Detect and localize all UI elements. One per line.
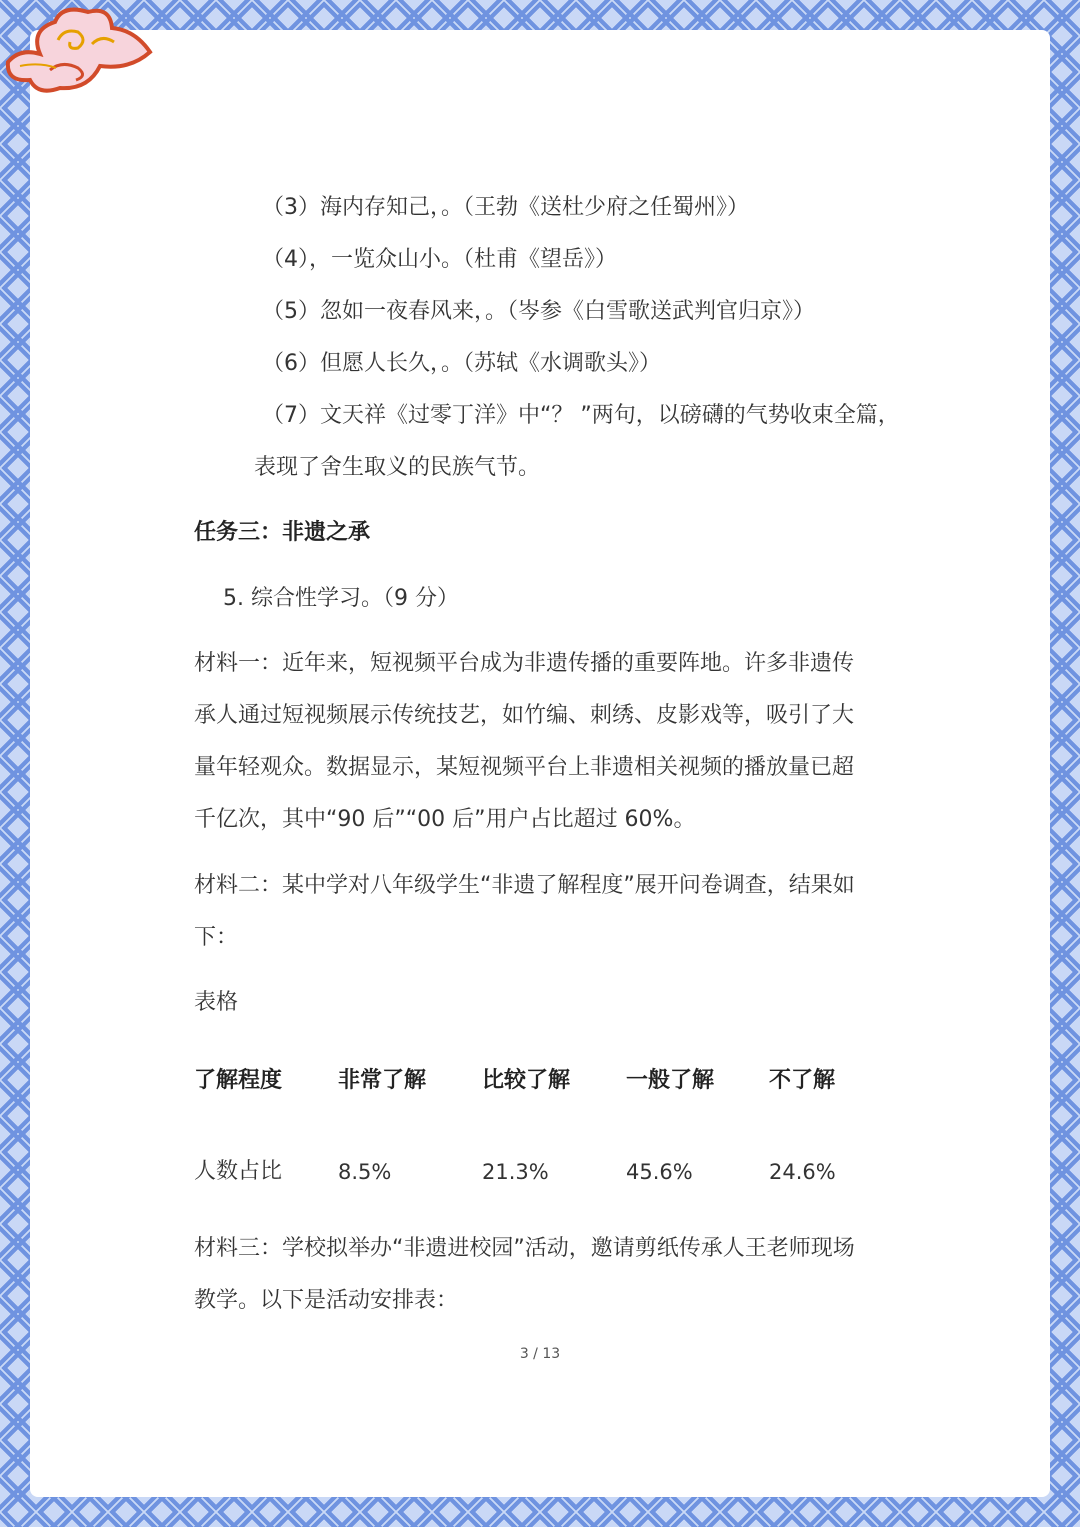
- material-1-line: 量年轻观众。数据显示，某短视频平台上非遗相关视频的播放量已超: [194, 755, 855, 780]
- auspicious-cloud-icon: [0, 0, 160, 100]
- question-title: 5. 综合性学习。（9 分）: [223, 586, 459, 611]
- poem-line-7-cont: 表现了舍生取义的民族气节。: [254, 455, 541, 480]
- material-1-line: 材料一：近年来，短视频平台成为非遗传播的重要阵地。许多非遗传: [194, 651, 855, 676]
- page-number: 3 / 13: [519, 1346, 561, 1362]
- poem-line-4: （4），一览众山小。（杜甫《望岳》）: [262, 247, 617, 272]
- table-cell: 24.6%: [769, 1160, 836, 1184]
- table-header-cell: 了解程度: [194, 1068, 283, 1093]
- table-header-cell: 一般了解: [626, 1068, 715, 1093]
- material-2-line: 下：: [194, 925, 239, 950]
- poem-line-5: （5）忽如一夜春风来，。（岑参《白雪歌送武判官归京》）: [262, 299, 815, 324]
- poem-line-3: （3）海内存知己，。（王勃《送杜少府之任蜀州》）: [262, 195, 749, 220]
- material-1-line: 承人通过短视频展示传统技艺，如竹编、刺绣、皮影戏等，吸引了大: [194, 703, 855, 728]
- table-header-cell: 比较了解: [482, 1068, 571, 1093]
- table-header-cell: 非常了解: [338, 1068, 427, 1093]
- section-heading: 任务三：非遗之承: [194, 520, 371, 545]
- table-cell: 8.5%: [338, 1160, 392, 1184]
- material-1-line: 千亿次，其中“90 后”“00 后”用户占比超过 60%。: [194, 807, 696, 832]
- poem-line-6: （6）但愿人长久，。（苏轼《水调歌头》）: [262, 351, 661, 376]
- material-2-line: 材料二：某中学对八年级学生“非遗了解程度”展开问卷调查，结果如: [194, 873, 855, 898]
- table-caption: 表格: [194, 990, 239, 1015]
- material-3-line: 教学。以下是活动安排表：: [194, 1288, 459, 1313]
- material-3-line: 材料三：学校拟举办“非遗进校园”活动，邀请剪纸传承人王老师现场: [194, 1236, 855, 1261]
- poem-line-7: （7）文天祥《过零丁洋》中“？ ”两句，以磅礴的气势收束全篇，: [262, 403, 900, 428]
- table-cell: 45.6%: [626, 1160, 693, 1184]
- table-header-cell: 不了解: [769, 1068, 836, 1093]
- table-cell: 21.3%: [482, 1160, 549, 1184]
- table-row-label: 人数占比: [194, 1159, 283, 1184]
